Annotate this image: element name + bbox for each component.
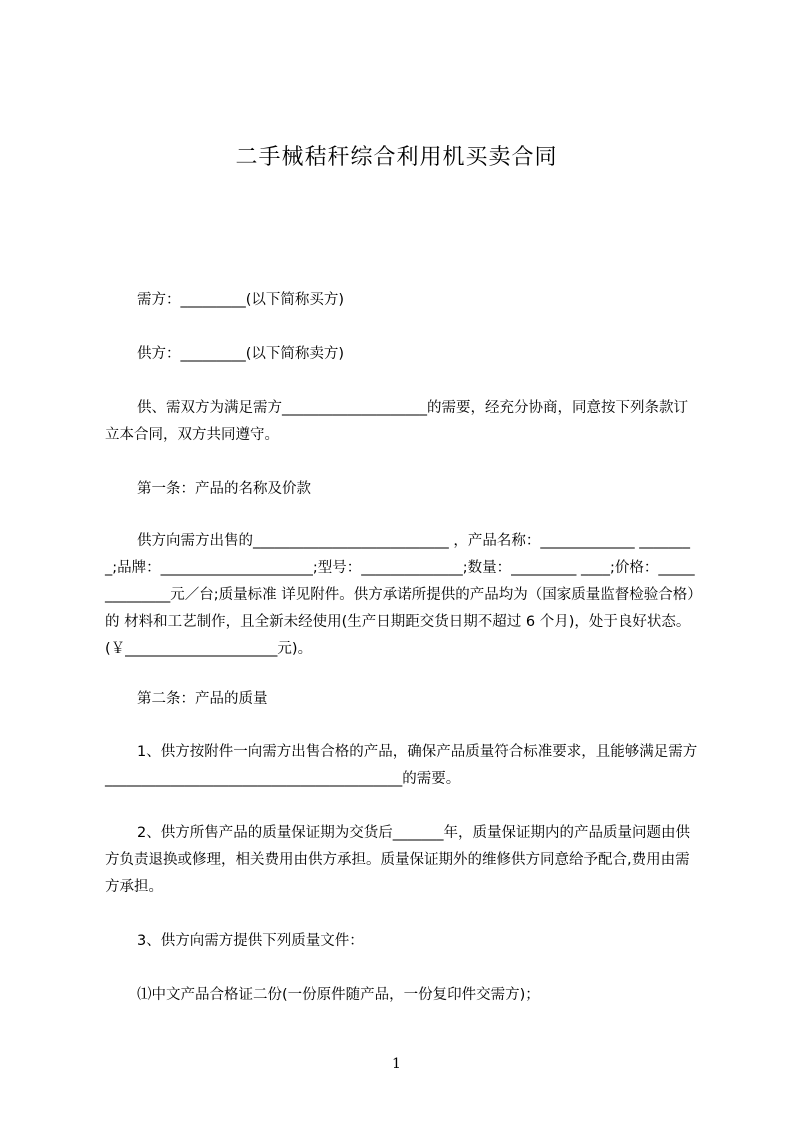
article-1-heading: 第一条：产品的名称及价款 bbox=[137, 481, 311, 497]
preamble-paragraph: 供、需双方为满足需方____________________的需要，经充分协商，同意按下列条款订立本合同，双方共同遵守。 bbox=[105, 400, 688, 443]
article-2-clause-3: 3、供方向需方提供下列质量文件： bbox=[137, 933, 364, 949]
page-number: 1 bbox=[392, 1056, 401, 1072]
seller-line: 供方：_________(以下简称卖方) bbox=[137, 346, 345, 362]
article-2-heading: 第二条：产品的质量 bbox=[137, 691, 268, 707]
article-2-clause-2: 2、供方所售产品的质量保证期为交货后_______年，质量保证期内的产品质量问题由供方负责退换或修理，相关费用由供方承担。质量保证期外的维修供方同意给予配合,费用由需方承担。 bbox=[105, 825, 690, 895]
article-2-clause-1: 1、供方按附件一向需方出售合格的产品，确保产品质量符合标准要求，且能够满足需方_________________________________________的需要。 bbox=[105, 744, 698, 787]
quality-document-item-1: ⑴中文产品合格证二份(一份原件随产品，一份复印件交需方)； bbox=[137, 987, 540, 1003]
document-title: 二手械秸秆综合利用机买卖合同 bbox=[235, 145, 558, 170]
article-1-body: 供方向需方出售的___________________________ ，产品名称：_____________ ________;品牌：_____________________;型号：______________;数量：_________ ____;价格：______________元／台;质量标准 详见附件。供方承诺所提供的产品均为（国家质量监督检验合格）的 材料和工艺制作，且全新未经使用(生产日期距交货日期不超过 6 个月)，处于良好状态。(￥_____________________元)。 bbox=[105, 533, 695, 657]
buyer-line: 需方：_________(以下简称买方) bbox=[137, 292, 345, 308]
